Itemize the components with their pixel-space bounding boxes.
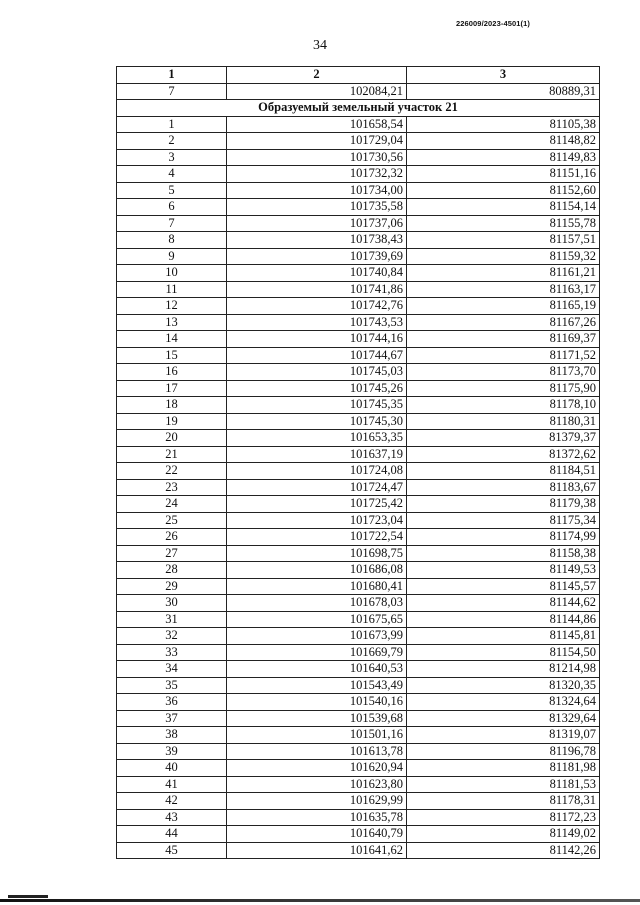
point-number: 20 <box>117 430 227 447</box>
section-row <box>117 100 600 117</box>
table-row <box>117 215 600 232</box>
coordinate-y: 81155,78 <box>407 215 600 232</box>
point-number: 16 <box>117 364 227 381</box>
coordinate-x: 101745,30 <box>227 413 407 430</box>
point-number: 17 <box>117 380 227 397</box>
table-row <box>117 116 600 133</box>
coordinate-y: 81158,38 <box>407 545 600 562</box>
coordinate-x: 101739,69 <box>227 248 407 265</box>
coordinate-x: 101629,99 <box>227 793 407 810</box>
table-row <box>117 562 600 579</box>
coordinate-x: 101743,53 <box>227 314 407 331</box>
table-row <box>117 776 600 793</box>
coordinate-x: 101640,53 <box>227 661 407 678</box>
coordinate-x: 101613,78 <box>227 743 407 760</box>
table-row <box>117 149 600 166</box>
coordinate-y: 81169,37 <box>407 331 600 348</box>
table-row <box>117 446 600 463</box>
coordinate-y: 81142,26 <box>407 842 600 859</box>
table-row <box>117 479 600 496</box>
coordinate-y: 81149,53 <box>407 562 600 579</box>
coordinate-x: 101724,08 <box>227 463 407 480</box>
coordinate-x: 101740,84 <box>227 265 407 282</box>
table-row <box>117 793 600 810</box>
coordinate-x: 101543,49 <box>227 677 407 694</box>
point-number: 14 <box>117 331 227 348</box>
table-row <box>117 529 600 546</box>
table-row <box>117 512 600 529</box>
point-number: 27 <box>117 545 227 562</box>
point-number: 32 <box>117 628 227 645</box>
section-title: Образуемый земельный участок 21 <box>117 100 600 117</box>
coordinate-x: 101501,16 <box>227 727 407 744</box>
scan-mark <box>8 895 48 898</box>
table-row <box>117 182 600 199</box>
table-row <box>117 694 600 711</box>
table-row <box>117 397 600 414</box>
table-row <box>117 545 600 562</box>
coordinate-y: 81149,83 <box>407 149 600 166</box>
table-row <box>117 611 600 628</box>
table-row <box>117 265 600 282</box>
table-row <box>117 743 600 760</box>
table-row <box>117 578 600 595</box>
coordinate-y: 81180,31 <box>407 413 600 430</box>
point-number: 12 <box>117 298 227 315</box>
coordinate-y: 80889,31 <box>407 83 600 100</box>
table-row <box>117 281 600 298</box>
coordinate-x: 101641,62 <box>227 842 407 859</box>
coordinate-y: 81144,86 <box>407 611 600 628</box>
coordinate-y: 81145,81 <box>407 628 600 645</box>
coordinate-x: 101742,76 <box>227 298 407 315</box>
point-number: 36 <box>117 694 227 711</box>
point-number: 4 <box>117 166 227 183</box>
point-number: 7 <box>117 83 227 100</box>
point-number: 39 <box>117 743 227 760</box>
coordinate-y: 81148,82 <box>407 133 600 150</box>
table-row <box>117 727 600 744</box>
scan-edge-line <box>0 899 640 902</box>
table-row <box>117 232 600 249</box>
coordinate-y: 81324,64 <box>407 694 600 711</box>
document-code: 226009/2023-4501(1) <box>455 19 530 28</box>
coordinate-y: 81171,52 <box>407 347 600 364</box>
coordinate-x: 101675,65 <box>227 611 407 628</box>
table-row <box>117 199 600 216</box>
point-number: 22 <box>117 463 227 480</box>
coordinate-y: 81183,67 <box>407 479 600 496</box>
coordinate-y: 81175,90 <box>407 380 600 397</box>
coordinate-y: 81154,50 <box>407 644 600 661</box>
coordinate-y: 81372,62 <box>407 446 600 463</box>
point-number: 1 <box>117 116 227 133</box>
table-row <box>117 826 600 843</box>
point-number: 15 <box>117 347 227 364</box>
table-row <box>117 430 600 447</box>
coordinate-x: 101640,79 <box>227 826 407 843</box>
point-number: 10 <box>117 265 227 282</box>
coordinate-y: 81196,78 <box>407 743 600 760</box>
coordinate-x: 101738,43 <box>227 232 407 249</box>
point-number: 35 <box>117 677 227 694</box>
point-number: 21 <box>117 446 227 463</box>
point-number: 13 <box>117 314 227 331</box>
coordinate-x: 101722,54 <box>227 529 407 546</box>
table-row <box>117 595 600 612</box>
table-row <box>117 413 600 430</box>
coordinate-x: 101539,68 <box>227 710 407 727</box>
coordinate-x: 101723,04 <box>227 512 407 529</box>
point-number: 3 <box>117 149 227 166</box>
coordinate-x: 101732,32 <box>227 166 407 183</box>
point-number: 33 <box>117 644 227 661</box>
coordinate-y: 81167,26 <box>407 314 600 331</box>
table-row <box>117 760 600 777</box>
coordinate-y: 81173,70 <box>407 364 600 381</box>
coordinate-y: 81178,10 <box>407 397 600 414</box>
coordinate-y: 81152,60 <box>407 182 600 199</box>
coordinate-y: 81149,02 <box>407 826 600 843</box>
point-number: 7 <box>117 215 227 232</box>
point-number: 44 <box>117 826 227 843</box>
coordinate-x: 101635,78 <box>227 809 407 826</box>
table-row <box>117 331 600 348</box>
coordinate-y: 81159,32 <box>407 248 600 265</box>
coordinate-y: 81161,21 <box>407 265 600 282</box>
coordinate-y: 81379,37 <box>407 430 600 447</box>
point-number: 5 <box>117 182 227 199</box>
coordinate-x: 101725,42 <box>227 496 407 513</box>
point-number: 31 <box>117 611 227 628</box>
coordinate-x: 101620,94 <box>227 760 407 777</box>
table-header-row <box>117 67 600 84</box>
coordinate-y: 81181,98 <box>407 760 600 777</box>
page-number: 34 <box>313 38 327 53</box>
coordinate-x: 101678,03 <box>227 595 407 612</box>
coordinate-x: 101669,79 <box>227 644 407 661</box>
point-number: 42 <box>117 793 227 810</box>
coordinate-x: 101724,47 <box>227 479 407 496</box>
point-number: 40 <box>117 760 227 777</box>
coordinate-x: 101673,99 <box>227 628 407 645</box>
coordinate-x: 101744,16 <box>227 331 407 348</box>
coordinate-x: 101745,03 <box>227 364 407 381</box>
coordinate-x: 102084,21 <box>227 83 407 100</box>
coordinate-y: 81145,57 <box>407 578 600 595</box>
table-row <box>117 628 600 645</box>
table-row <box>117 347 600 364</box>
coordinate-x: 101745,26 <box>227 380 407 397</box>
table-row <box>117 842 600 859</box>
point-number: 23 <box>117 479 227 496</box>
column-header-1: 1 <box>117 67 227 84</box>
point-number: 2 <box>117 133 227 150</box>
point-number: 29 <box>117 578 227 595</box>
coordinate-x: 101658,54 <box>227 116 407 133</box>
point-number: 26 <box>117 529 227 546</box>
table-row <box>117 661 600 678</box>
coordinates-table <box>116 66 600 859</box>
coordinate-x: 101744,67 <box>227 347 407 364</box>
table-row <box>117 83 600 100</box>
coordinate-x: 101653,35 <box>227 430 407 447</box>
coordinate-x: 101735,58 <box>227 199 407 216</box>
coordinate-y: 81178,31 <box>407 793 600 810</box>
table-row <box>117 298 600 315</box>
coordinate-x: 101637,19 <box>227 446 407 463</box>
coordinate-y: 81165,19 <box>407 298 600 315</box>
table-row <box>117 809 600 826</box>
point-number: 8 <box>117 232 227 249</box>
coordinate-y: 81184,51 <box>407 463 600 480</box>
coordinate-x: 101741,86 <box>227 281 407 298</box>
coordinate-y: 81181,53 <box>407 776 600 793</box>
point-number: 28 <box>117 562 227 579</box>
table-row <box>117 248 600 265</box>
column-header-3: 3 <box>407 67 600 84</box>
coordinate-y: 81329,64 <box>407 710 600 727</box>
table-row <box>117 166 600 183</box>
coordinate-x: 101729,04 <box>227 133 407 150</box>
table-row <box>117 364 600 381</box>
coordinate-y: 81174,99 <box>407 529 600 546</box>
table-row <box>117 314 600 331</box>
coordinate-y: 81163,17 <box>407 281 600 298</box>
point-number: 9 <box>117 248 227 265</box>
coordinate-x: 101698,75 <box>227 545 407 562</box>
table-row <box>117 644 600 661</box>
coordinate-y: 81214,98 <box>407 661 600 678</box>
coordinate-y: 81172,23 <box>407 809 600 826</box>
column-header-2: 2 <box>227 67 407 84</box>
table-row <box>117 133 600 150</box>
coordinate-x: 101540,16 <box>227 694 407 711</box>
point-number: 25 <box>117 512 227 529</box>
point-number: 45 <box>117 842 227 859</box>
table-row <box>117 380 600 397</box>
point-number: 18 <box>117 397 227 414</box>
coordinate-y: 81175,34 <box>407 512 600 529</box>
point-number: 6 <box>117 199 227 216</box>
coordinate-y: 81151,16 <box>407 166 600 183</box>
table-row <box>117 677 600 694</box>
coordinate-y: 81320,35 <box>407 677 600 694</box>
table-row <box>117 496 600 513</box>
coordinate-y: 81157,51 <box>407 232 600 249</box>
point-number: 43 <box>117 809 227 826</box>
point-number: 24 <box>117 496 227 513</box>
coordinate-x: 101730,56 <box>227 149 407 166</box>
point-number: 38 <box>117 727 227 744</box>
coordinate-y: 81105,38 <box>407 116 600 133</box>
coordinate-x: 101745,35 <box>227 397 407 414</box>
point-number: 30 <box>117 595 227 612</box>
coordinate-y: 81144,62 <box>407 595 600 612</box>
coordinate-y: 81319,07 <box>407 727 600 744</box>
point-number: 34 <box>117 661 227 678</box>
coordinate-x: 101623,80 <box>227 776 407 793</box>
table-row <box>117 710 600 727</box>
coordinate-y: 81179,38 <box>407 496 600 513</box>
point-number: 19 <box>117 413 227 430</box>
coordinate-y: 81154,14 <box>407 199 600 216</box>
coordinate-x: 101734,00 <box>227 182 407 199</box>
point-number: 41 <box>117 776 227 793</box>
coordinate-x: 101686,08 <box>227 562 407 579</box>
table-row <box>117 463 600 480</box>
coordinate-x: 101680,41 <box>227 578 407 595</box>
coordinate-x: 101737,06 <box>227 215 407 232</box>
point-number: 37 <box>117 710 227 727</box>
point-number: 11 <box>117 281 227 298</box>
